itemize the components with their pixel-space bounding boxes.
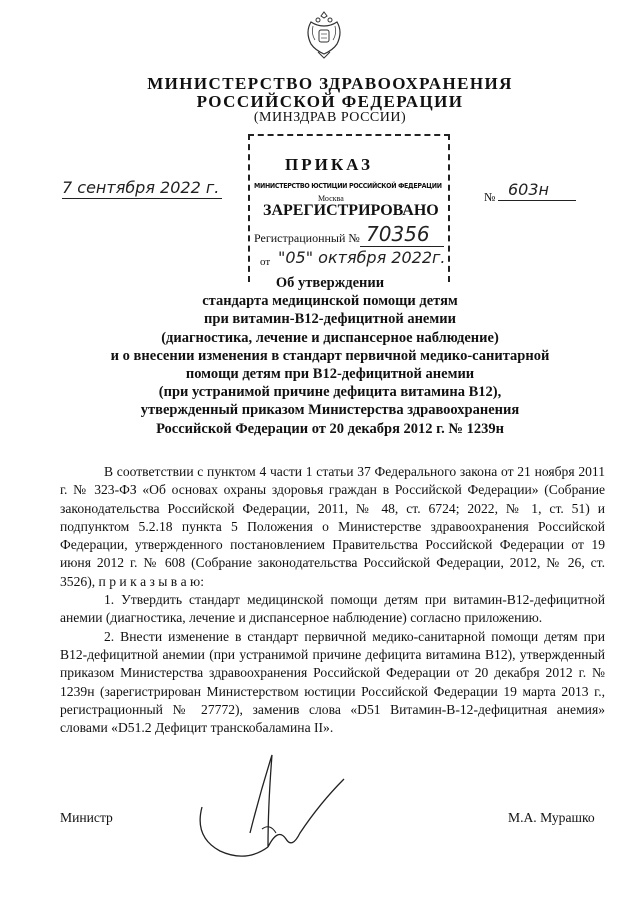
handwritten-signature xyxy=(190,745,360,860)
order-verb: п р и к а з ы в а ю: xyxy=(98,573,204,589)
order-date-underline xyxy=(62,198,222,199)
order-date: 7 сентября 2022 г. xyxy=(62,178,220,197)
stamp-from-date: "05" октября 2022г. xyxy=(278,248,446,267)
title-line: Об утверждении xyxy=(275,275,385,291)
stamp-reg-number-underline xyxy=(360,246,444,247)
preamble-text: В соответствии с пунктом 4 части 1 статьи 37 Федерального закона от 21 ноября 2011 г. № 323-ФЗ «Об основах охраны здоровья граждан в Российской Федерации» (Собрание законодательства Российской Федерации, 2011, № 48, ст. 6724; 2022, № 1, ст. 51) и подпунктом 5.2.18 пункта 5 Положения о Министерстве здравоохранения Российской Федерации, утвержденного постановлением Правительства Российской Федерации от 19 июня 2012 г. № 608 (Собрание законодательства Российской Федерации, 2012, № 26, ст. 3526), xyxy=(60,464,605,589)
title-line: стандарта медицинской помощи детям xyxy=(202,293,458,310)
title-line: помощи детям при В12-дефицитной анемии xyxy=(185,366,475,383)
title-line: при витамин-В12-дефицитной анемии xyxy=(204,311,456,328)
order-item-2: 2. Внести изменение в стандарт первичной медико-санитарной помощи детям при В12-дефицитной анемии (при устранимой причине дефицита витамина В12), утвержденный приказом Министерства здравоохранения Российской Федерации от 20 декабря 2012 г. № 1239н (зарегистрирован Министерством юстиции Российской Федерации 19 марта 2013 г., регистрационный № 27772), заменив слова «D51 Витамин-В-12-дефицитная анемия» словами «D51.2 Дефицит транскобаламина II». xyxy=(60,628,605,736)
title-line: Российской Федерации от 20 декабря 2012 г. № 1239н xyxy=(156,420,504,437)
signatory-name: М.А. Мурашко xyxy=(508,810,595,825)
stamp-city: Москва xyxy=(318,194,344,203)
title-line: (при устранимой причине дефицита витамина В12), xyxy=(158,384,502,401)
order-number: 603н xyxy=(508,180,549,199)
ministry-name-line2: РОССИЙСКОЙ ФЕДЕРАЦИИ xyxy=(196,92,464,111)
order-number-underline xyxy=(498,200,576,201)
title-line: и о внесении изменения в стандарт первичной медико-санитарной xyxy=(110,347,550,364)
order-item-1: 1. Утвердить стандарт медицинской помощи детям при витамин-В12-дефицитной анемии (диагностика, лечение и диспансерное наблюдение) согласно приложению. xyxy=(60,592,605,626)
order-body xyxy=(60,463,605,737)
stamp-from-label: от xyxy=(260,256,271,268)
ministry-short-name: (МИНЗДРАВ РОССИИ) xyxy=(253,110,407,125)
order-number-label: № xyxy=(484,190,496,204)
order-label: ПРИКАЗ xyxy=(285,155,373,174)
title-line: утвержденный приказом Министерства здравоохранения xyxy=(140,402,520,419)
preamble-paragraph xyxy=(60,463,605,591)
ministry-name-line1: МИНИСТЕРСТВО ЗДРАВООХРАНЕНИЯ xyxy=(147,74,513,93)
stamp-reg-number: 70356 xyxy=(366,222,430,246)
title-line: (диагностика, лечение и диспансерное наблюдение) xyxy=(161,329,499,346)
stamp-registered: ЗАРЕГИСТРИРОВАНО xyxy=(263,202,439,219)
signatory-position: Министр xyxy=(60,810,113,825)
order-title xyxy=(40,274,620,438)
stamp-ministry-of-justice: МИНИСТЕРСТВО ЮСТИЦИИ РОССИЙСКОЙ ФЕДЕРАЦИИ xyxy=(254,182,442,190)
coat-of-arms-icon xyxy=(303,8,345,64)
stamp-reg-number-label: Регистрационный № xyxy=(254,231,360,245)
